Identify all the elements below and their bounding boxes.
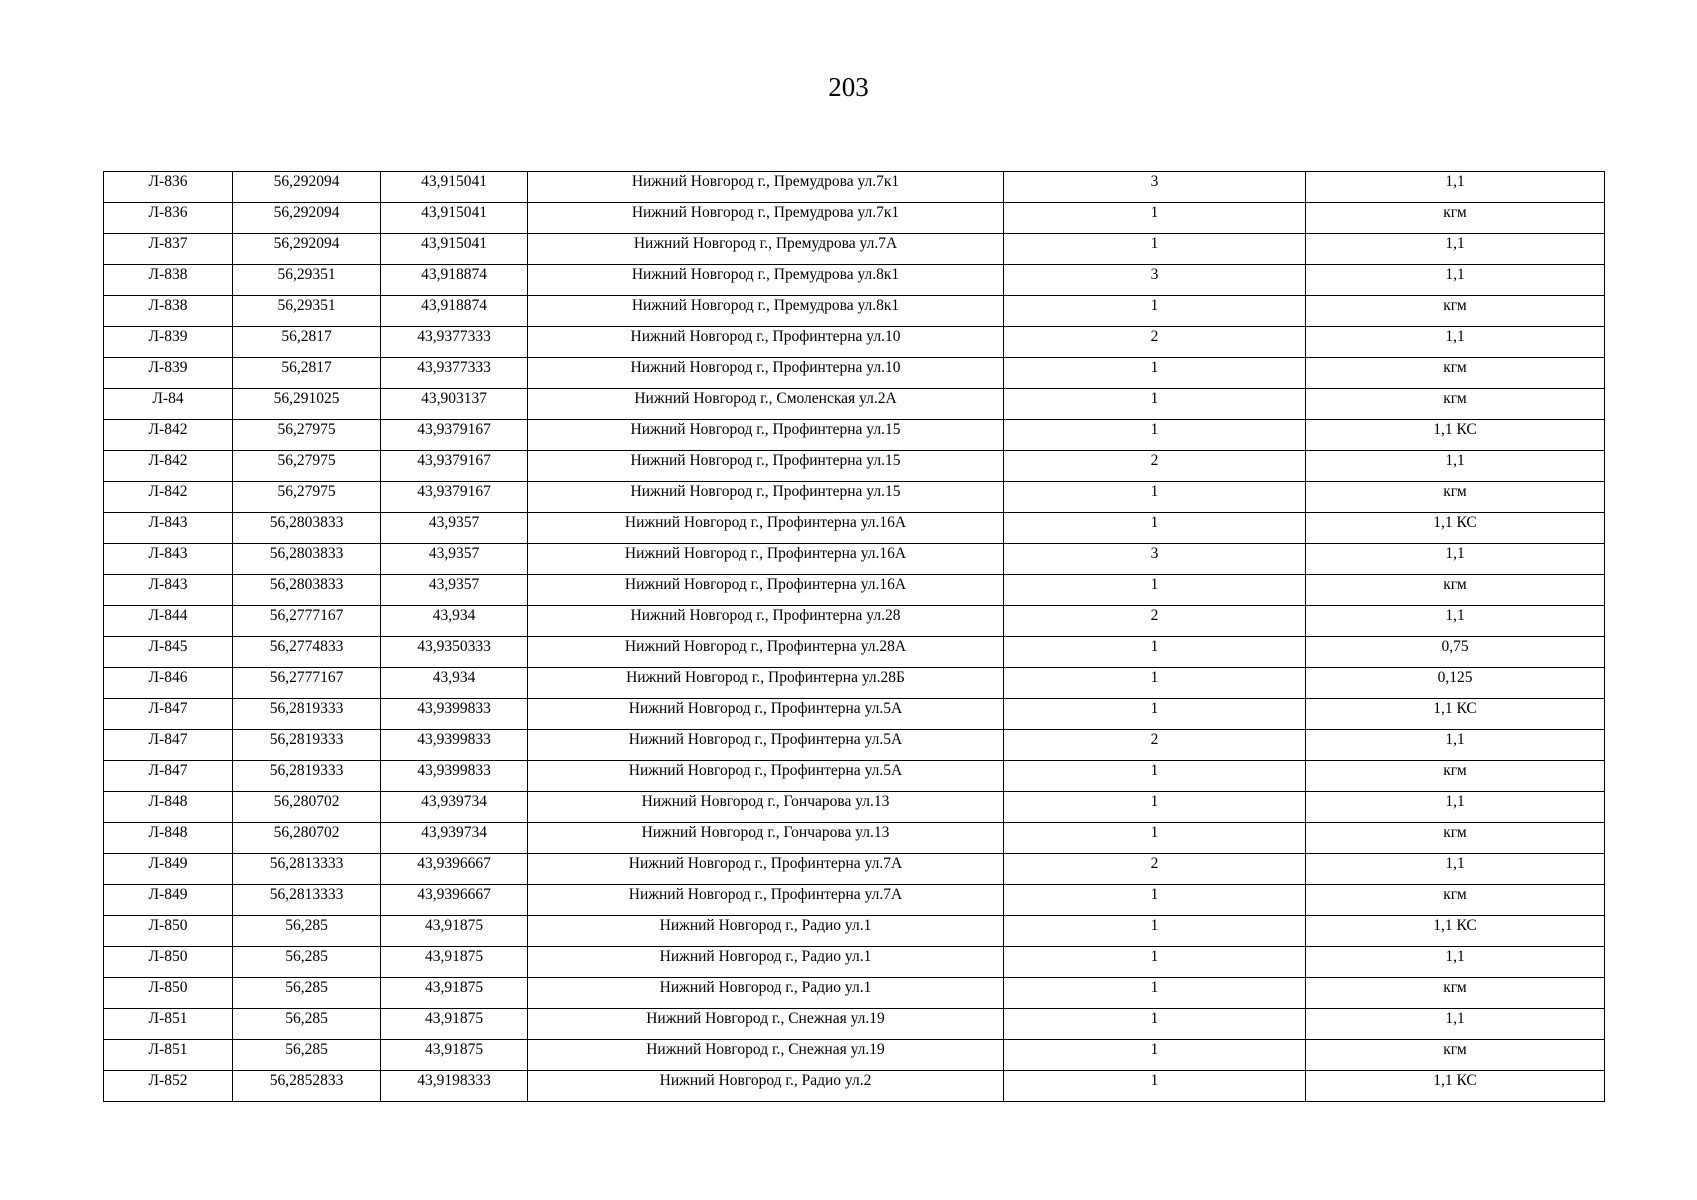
cell-address: Нижний Новгород г., Премудрова ул.7А xyxy=(528,234,1004,265)
table-row xyxy=(104,482,1605,513)
cell-id: Л-842 xyxy=(104,451,233,482)
cell-longitude: 43,9379167 xyxy=(381,451,528,482)
table-row xyxy=(104,854,1605,885)
cell-latitude: 56,285 xyxy=(233,916,381,947)
cell-address: Нижний Новгород г., Радио ул.1 xyxy=(528,947,1004,978)
cell-id: Л-849 xyxy=(104,885,233,916)
cell-count: 2 xyxy=(1004,730,1306,761)
cell-volume: 1,1 КС xyxy=(1306,420,1605,451)
cell-address: Нижний Новгород г., Премудрова ул.7к1 xyxy=(528,172,1004,203)
cell-address: Нижний Новгород г., Снежная ул.19 xyxy=(528,1009,1004,1040)
cell-count: 1 xyxy=(1004,513,1306,544)
cell-count: 2 xyxy=(1004,606,1306,637)
cell-latitude: 56,2813333 xyxy=(233,885,381,916)
cell-latitude: 56,280702 xyxy=(233,823,381,854)
table-row xyxy=(104,172,1605,203)
cell-count: 3 xyxy=(1004,172,1306,203)
cell-id: Л-850 xyxy=(104,916,233,947)
cell-volume: кгм xyxy=(1306,885,1605,916)
cell-id: Л-839 xyxy=(104,327,233,358)
table-row xyxy=(104,451,1605,482)
cell-volume: 1,1 КС xyxy=(1306,1071,1605,1102)
cell-address: Нижний Новгород г., Профинтерна ул.15 xyxy=(528,420,1004,451)
cell-longitude: 43,915041 xyxy=(381,172,528,203)
cell-volume: 0,75 xyxy=(1306,637,1605,668)
cell-volume: кгм xyxy=(1306,389,1605,420)
cell-id: Л-848 xyxy=(104,792,233,823)
cell-volume: кгм xyxy=(1306,482,1605,513)
cell-address: Нижний Новгород г., Профинтерна ул.15 xyxy=(528,451,1004,482)
cell-latitude: 56,2803833 xyxy=(233,513,381,544)
cell-count: 1 xyxy=(1004,358,1306,389)
cell-longitude: 43,9377333 xyxy=(381,358,528,389)
cell-id: Л-838 xyxy=(104,265,233,296)
cell-count: 1 xyxy=(1004,575,1306,606)
cell-address: Нижний Новгород г., Гончарова ул.13 xyxy=(528,792,1004,823)
cell-id: Л-852 xyxy=(104,1071,233,1102)
cell-volume: 1,1 xyxy=(1306,544,1605,575)
cell-address: Нижний Новгород г., Радио ул.1 xyxy=(528,978,1004,1009)
cell-id: Л-842 xyxy=(104,482,233,513)
cell-latitude: 56,2819333 xyxy=(233,730,381,761)
cell-latitude: 56,29351 xyxy=(233,265,381,296)
cell-count: 2 xyxy=(1004,327,1306,358)
cell-volume: 1,1 КС xyxy=(1306,916,1605,947)
cell-count: 1 xyxy=(1004,1009,1306,1040)
cell-volume: 1,1 xyxy=(1306,172,1605,203)
cell-latitude: 56,285 xyxy=(233,947,381,978)
cell-address: Нижний Новгород г., Профинтерна ул.5А xyxy=(528,761,1004,792)
cell-longitude: 43,939734 xyxy=(381,792,528,823)
cell-id: Л-842 xyxy=(104,420,233,451)
cell-longitude: 43,9357 xyxy=(381,513,528,544)
cell-count: 1 xyxy=(1004,916,1306,947)
cell-longitude: 43,91875 xyxy=(381,1040,528,1071)
cell-count: 1 xyxy=(1004,203,1306,234)
cell-volume: 1,1 xyxy=(1306,234,1605,265)
cell-id: Л-846 xyxy=(104,668,233,699)
cell-count: 3 xyxy=(1004,544,1306,575)
cell-latitude: 56,2803833 xyxy=(233,544,381,575)
cell-longitude: 43,918874 xyxy=(381,296,528,327)
cell-latitude: 56,2852833 xyxy=(233,1071,381,1102)
cell-count: 1 xyxy=(1004,637,1306,668)
cell-count: 1 xyxy=(1004,699,1306,730)
table-row xyxy=(104,823,1605,854)
cell-address: Нижний Новгород г., Профинтерна ул.15 xyxy=(528,482,1004,513)
cell-latitude: 56,285 xyxy=(233,978,381,1009)
data-table xyxy=(103,171,1605,1102)
cell-address: Нижний Новгород г., Профинтерна ул.16А xyxy=(528,544,1004,575)
cell-volume: 1,1 xyxy=(1306,1009,1605,1040)
cell-id: Л-847 xyxy=(104,761,233,792)
table-row xyxy=(104,513,1605,544)
cell-volume: кгм xyxy=(1306,823,1605,854)
cell-count: 1 xyxy=(1004,978,1306,1009)
cell-volume: 1,1 xyxy=(1306,792,1605,823)
cell-latitude: 56,292094 xyxy=(233,203,381,234)
cell-id: Л-848 xyxy=(104,823,233,854)
table-row xyxy=(104,637,1605,668)
cell-longitude: 43,9379167 xyxy=(381,420,528,451)
cell-id: Л-850 xyxy=(104,978,233,1009)
cell-longitude: 43,934 xyxy=(381,668,528,699)
table-row xyxy=(104,978,1605,1009)
cell-longitude: 43,918874 xyxy=(381,265,528,296)
cell-address: Нижний Новгород г., Профинтерна ул.5А xyxy=(528,699,1004,730)
cell-longitude: 43,9350333 xyxy=(381,637,528,668)
cell-volume: кгм xyxy=(1306,575,1605,606)
cell-longitude: 43,9399833 xyxy=(381,730,528,761)
cell-address: Нижний Новгород г., Радио ул.1 xyxy=(528,916,1004,947)
table-row xyxy=(104,234,1605,265)
table-row xyxy=(104,544,1605,575)
cell-count: 1 xyxy=(1004,420,1306,451)
table-row xyxy=(104,916,1605,947)
cell-address: Нижний Новгород г., Смоленская ул.2А xyxy=(528,389,1004,420)
cell-latitude: 56,2817 xyxy=(233,358,381,389)
cell-latitude: 56,2777167 xyxy=(233,668,381,699)
cell-id: Л-843 xyxy=(104,575,233,606)
table-body xyxy=(104,172,1605,1102)
cell-volume: кгм xyxy=(1306,761,1605,792)
table-row xyxy=(104,327,1605,358)
table-row xyxy=(104,203,1605,234)
cell-count: 1 xyxy=(1004,761,1306,792)
cell-address: Нижний Новгород г., Профинтерна ул.5А xyxy=(528,730,1004,761)
cell-latitude: 56,2813333 xyxy=(233,854,381,885)
cell-latitude: 56,27975 xyxy=(233,420,381,451)
cell-address: Нижний Новгород г., Снежная ул.19 xyxy=(528,1040,1004,1071)
cell-volume: 1,1 xyxy=(1306,947,1605,978)
cell-longitude: 43,9399833 xyxy=(381,699,528,730)
cell-count: 2 xyxy=(1004,854,1306,885)
cell-volume: 1,1 КС xyxy=(1306,513,1605,544)
table-row xyxy=(104,699,1605,730)
cell-volume: кгм xyxy=(1306,978,1605,1009)
cell-latitude: 56,27975 xyxy=(233,482,381,513)
table-row xyxy=(104,668,1605,699)
cell-latitude: 56,292094 xyxy=(233,172,381,203)
cell-longitude: 43,9396667 xyxy=(381,854,528,885)
cell-address: Нижний Новгород г., Премудрова ул.8к1 xyxy=(528,296,1004,327)
cell-volume: кгм xyxy=(1306,1040,1605,1071)
cell-id: Л-836 xyxy=(104,172,233,203)
cell-longitude: 43,9198333 xyxy=(381,1071,528,1102)
cell-longitude: 43,91875 xyxy=(381,947,528,978)
cell-id: Л-843 xyxy=(104,513,233,544)
cell-volume: 1,1 xyxy=(1306,606,1605,637)
cell-address: Нижний Новгород г., Профинтерна ул.16А xyxy=(528,575,1004,606)
table-row xyxy=(104,792,1605,823)
cell-latitude: 56,280702 xyxy=(233,792,381,823)
cell-longitude: 43,91875 xyxy=(381,916,528,947)
cell-id: Л-843 xyxy=(104,544,233,575)
cell-count: 1 xyxy=(1004,885,1306,916)
cell-latitude: 56,291025 xyxy=(233,389,381,420)
table-row xyxy=(104,885,1605,916)
cell-count: 1 xyxy=(1004,947,1306,978)
cell-latitude: 56,27975 xyxy=(233,451,381,482)
cell-volume: 1,1 xyxy=(1306,327,1605,358)
table-row xyxy=(104,358,1605,389)
cell-volume: 1,1 КС xyxy=(1306,699,1605,730)
cell-longitude: 43,9357 xyxy=(381,575,528,606)
cell-longitude: 43,9396667 xyxy=(381,885,528,916)
cell-latitude: 56,2817 xyxy=(233,327,381,358)
cell-id: Л-837 xyxy=(104,234,233,265)
table-row xyxy=(104,606,1605,637)
cell-latitude: 56,2819333 xyxy=(233,699,381,730)
cell-longitude: 43,934 xyxy=(381,606,528,637)
cell-longitude: 43,91875 xyxy=(381,1009,528,1040)
cell-volume: 1,1 xyxy=(1306,451,1605,482)
table-row xyxy=(104,947,1605,978)
cell-address: Нижний Новгород г., Профинтерна ул.7А xyxy=(528,885,1004,916)
cell-latitude: 56,29351 xyxy=(233,296,381,327)
cell-count: 1 xyxy=(1004,823,1306,854)
table-row xyxy=(104,420,1605,451)
cell-address: Нижний Новгород г., Профинтерна ул.10 xyxy=(528,358,1004,389)
cell-latitude: 56,2777167 xyxy=(233,606,381,637)
cell-count: 2 xyxy=(1004,451,1306,482)
cell-id: Л-847 xyxy=(104,730,233,761)
cell-volume: 1,1 xyxy=(1306,265,1605,296)
cell-count: 1 xyxy=(1004,482,1306,513)
cell-address: Нижний Новгород г., Профинтерна ул.10 xyxy=(528,327,1004,358)
cell-latitude: 56,285 xyxy=(233,1009,381,1040)
cell-id: Л-845 xyxy=(104,637,233,668)
cell-id: Л-851 xyxy=(104,1009,233,1040)
cell-address: Нижний Новгород г., Радио ул.2 xyxy=(528,1071,1004,1102)
cell-address: Нижний Новгород г., Профинтерна ул.28А xyxy=(528,637,1004,668)
cell-longitude: 43,903137 xyxy=(381,389,528,420)
cell-id: Л-844 xyxy=(104,606,233,637)
table-row xyxy=(104,575,1605,606)
cell-id: Л-851 xyxy=(104,1040,233,1071)
table-row xyxy=(104,761,1605,792)
cell-longitude: 43,9377333 xyxy=(381,327,528,358)
cell-volume: 1,1 xyxy=(1306,854,1605,885)
cell-count: 3 xyxy=(1004,265,1306,296)
cell-latitude: 56,285 xyxy=(233,1040,381,1071)
cell-volume: 0,125 xyxy=(1306,668,1605,699)
cell-longitude: 43,9357 xyxy=(381,544,528,575)
cell-id: Л-838 xyxy=(104,296,233,327)
cell-count: 1 xyxy=(1004,1040,1306,1071)
cell-longitude: 43,915041 xyxy=(381,203,528,234)
cell-latitude: 56,2819333 xyxy=(233,761,381,792)
cell-volume: кгм xyxy=(1306,358,1605,389)
cell-volume: кгм xyxy=(1306,296,1605,327)
cell-address: Нижний Новгород г., Премудрова ул.7к1 xyxy=(528,203,1004,234)
cell-id: Л-850 xyxy=(104,947,233,978)
cell-count: 1 xyxy=(1004,1071,1306,1102)
cell-count: 1 xyxy=(1004,668,1306,699)
cell-count: 1 xyxy=(1004,389,1306,420)
cell-volume: 1,1 xyxy=(1306,730,1605,761)
table-row xyxy=(104,265,1605,296)
cell-id: Л-836 xyxy=(104,203,233,234)
cell-longitude: 43,9379167 xyxy=(381,482,528,513)
cell-address: Нижний Новгород г., Профинтерна ул.28Б xyxy=(528,668,1004,699)
cell-count: 1 xyxy=(1004,234,1306,265)
table-row xyxy=(104,730,1605,761)
cell-address: Нижний Новгород г., Профинтерна ул.7А xyxy=(528,854,1004,885)
table-row xyxy=(104,296,1605,327)
cell-id: Л-847 xyxy=(104,699,233,730)
cell-longitude: 43,939734 xyxy=(381,823,528,854)
cell-count: 1 xyxy=(1004,296,1306,327)
cell-count: 1 xyxy=(1004,792,1306,823)
cell-id: Л-849 xyxy=(104,854,233,885)
page-number: 203 xyxy=(828,72,869,102)
cell-longitude: 43,9399833 xyxy=(381,761,528,792)
cell-longitude: 43,915041 xyxy=(381,234,528,265)
table-row xyxy=(104,1009,1605,1040)
table-row xyxy=(104,389,1605,420)
cell-address: Нижний Новгород г., Профинтерна ул.28 xyxy=(528,606,1004,637)
cell-latitude: 56,292094 xyxy=(233,234,381,265)
table-row xyxy=(104,1071,1605,1102)
cell-address: Нижний Новгород г., Гончарова ул.13 xyxy=(528,823,1004,854)
cell-volume: кгм xyxy=(1306,203,1605,234)
cell-address: Нижний Новгород г., Профинтерна ул.16А xyxy=(528,513,1004,544)
cell-longitude: 43,91875 xyxy=(381,978,528,1009)
cell-id: Л-84 xyxy=(104,389,233,420)
table-row xyxy=(104,1040,1605,1071)
cell-id: Л-839 xyxy=(104,358,233,389)
cell-address: Нижний Новгород г., Премудрова ул.8к1 xyxy=(528,265,1004,296)
cell-latitude: 56,2803833 xyxy=(233,575,381,606)
cell-latitude: 56,2774833 xyxy=(233,637,381,668)
